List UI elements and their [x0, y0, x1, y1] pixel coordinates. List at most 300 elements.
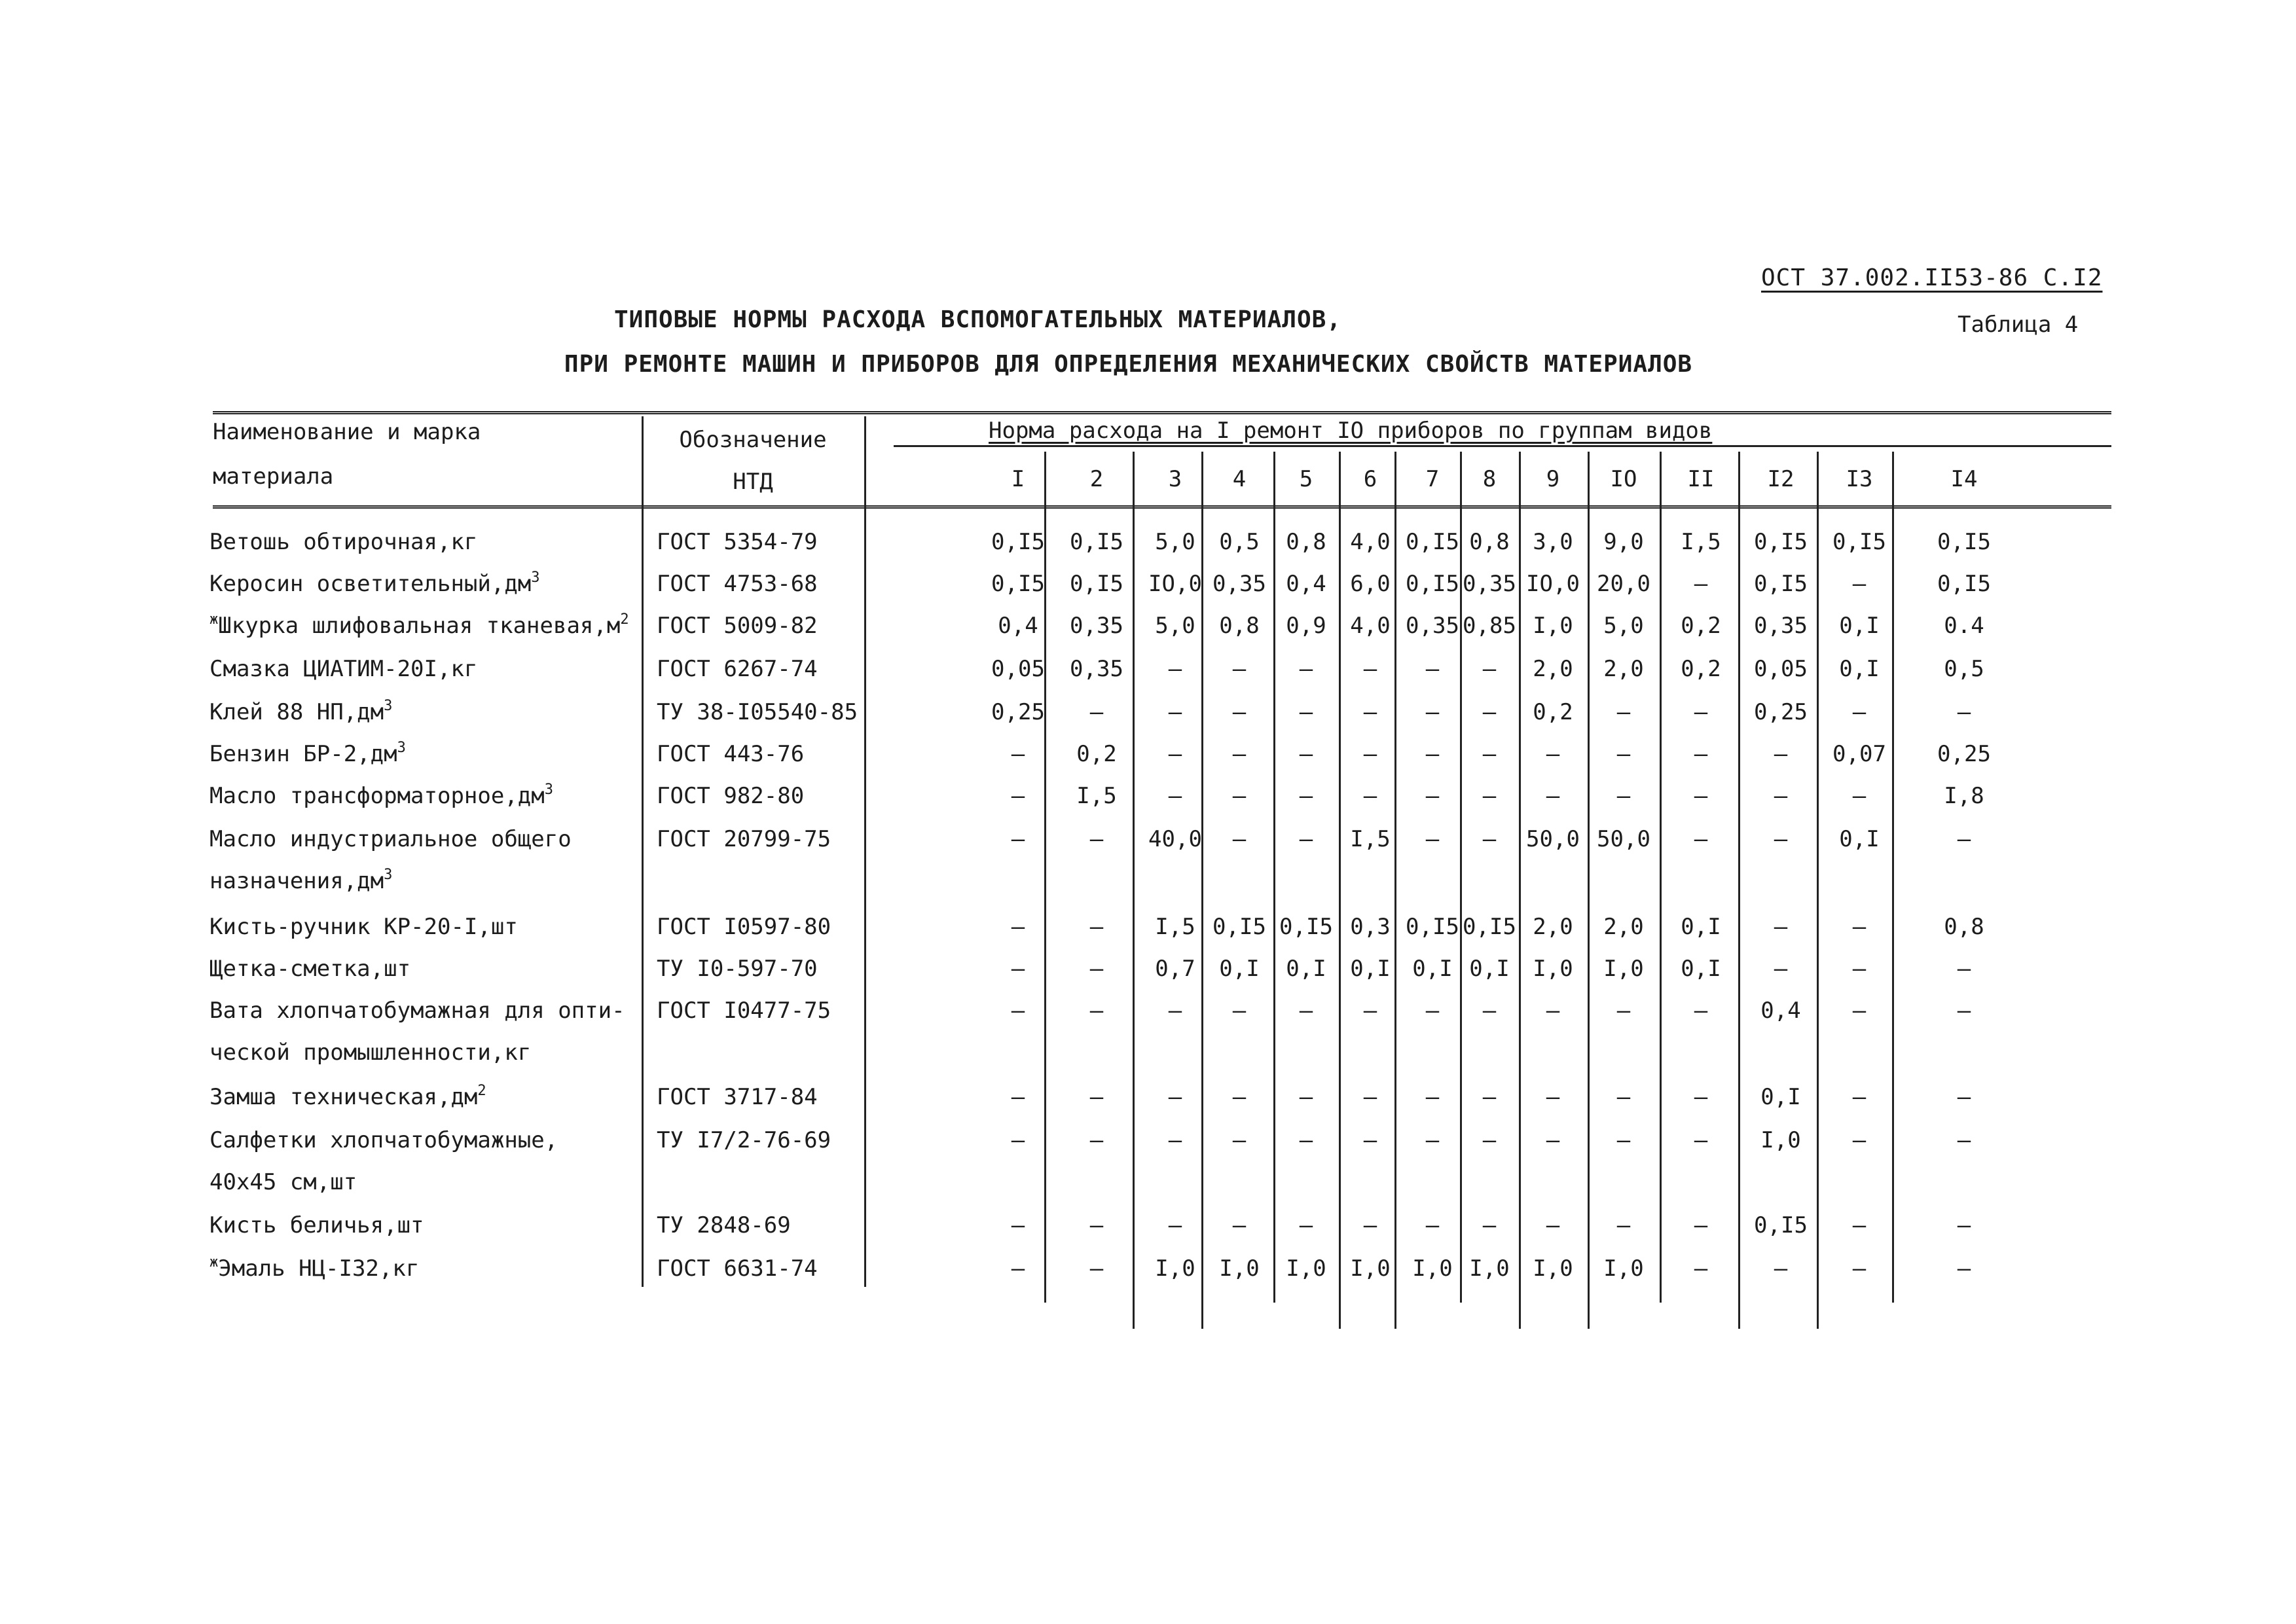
material-name-text: назначения,дм: [210, 868, 384, 894]
norm-value: –: [1363, 1127, 1377, 1153]
material-name: [210, 1255, 419, 1282]
norm-value: 2,0: [1603, 656, 1644, 682]
norm-value: 4,0: [1350, 529, 1391, 555]
material-name: [210, 529, 477, 555]
norm-value: 0,9: [1286, 613, 1326, 639]
norm-value: 6,0: [1350, 571, 1391, 597]
title-line-1: ТИПОВЫЕ НОРМЫ РАСХОДА ВСПОМОГАТЕЛЬНЫХ МАТЕРИАЛОВ,: [613, 306, 1342, 333]
norm-value: –: [1482, 699, 1497, 725]
group-divider: [1892, 452, 1894, 1303]
material-name-text: Вата хлопчатобумажная для опти-: [210, 998, 625, 1024]
ntd-designation: ТУ I7/2-76-69: [657, 1127, 831, 1153]
norm-value: –: [1694, 826, 1708, 852]
norm-value: 0,I5: [1070, 529, 1123, 555]
norm-value: –: [1011, 1127, 1025, 1153]
norm-value: –: [1482, 783, 1497, 809]
header-norm: Норма расхода на I ремонт IO приборов по группам видов: [989, 418, 1713, 444]
norm-value: –: [1774, 956, 1788, 982]
norm-value: 0,8: [1219, 613, 1260, 639]
norm-value: –: [1546, 1084, 1560, 1110]
norm-value: –: [1299, 1212, 1313, 1238]
norm-value: 3,0: [1533, 529, 1573, 555]
material-name-text: Замша техническая,дм: [210, 1084, 478, 1110]
material-name-text: 40х45 см,шт: [210, 1169, 357, 1195]
material-name-text: Эмаль НЦ-I32,кг: [218, 1255, 420, 1282]
norm-value: –: [1957, 1127, 1971, 1153]
norm-value: 0,I5: [1279, 914, 1333, 940]
norm-value: –: [1363, 741, 1377, 767]
norm-value: –: [1089, 998, 1104, 1024]
norm-value: –: [1425, 1212, 1440, 1238]
norm-value: –: [1616, 998, 1631, 1024]
norm-value: –: [1425, 1084, 1440, 1110]
group-divider: [1519, 452, 1521, 1329]
material-name-continuation: [210, 1039, 531, 1066]
norm-value: –: [1168, 699, 1182, 725]
ntd-designation: ГОСТ I0477-75: [657, 998, 831, 1024]
norm-value: –: [1232, 656, 1247, 682]
norm-value: –: [1694, 1127, 1708, 1153]
norm-value: –: [1774, 1255, 1788, 1282]
header-bottom-rule: [213, 505, 2111, 511]
group-header: 3: [1168, 466, 1182, 492]
norm-value: –: [1299, 1084, 1313, 1110]
norm-value: 0,I5: [991, 571, 1045, 597]
norm-value: 0,8: [1944, 914, 1984, 940]
norm-value: –: [1957, 1084, 1971, 1110]
material-name: [210, 699, 392, 725]
material-name: [210, 1084, 486, 1110]
ntd-designation: ГОСТ 443-76: [657, 741, 805, 767]
norm-value: 0,I: [1681, 956, 1721, 982]
norm-value: –: [1852, 914, 1867, 940]
norm-value: –: [1957, 998, 1971, 1024]
material-name: [210, 956, 410, 982]
norm-value: I,0: [1350, 1255, 1391, 1282]
norm-value: 0,2: [1533, 699, 1573, 725]
norm-value: 0,25: [991, 699, 1045, 725]
norm-value: –: [1089, 1255, 1104, 1282]
material-name: [210, 914, 518, 940]
norm-value: –: [1168, 1084, 1182, 1110]
norm-value: –: [1852, 998, 1867, 1024]
material-name-text: Смазка ЦИАТИМ-20I,кг: [210, 656, 478, 682]
norm-value: 20,0: [1597, 571, 1650, 597]
group-divider: [1273, 452, 1275, 1303]
norm-value: 0,I5: [1406, 529, 1459, 555]
norm-value: –: [1299, 1127, 1313, 1153]
norm-value: IO,0: [1148, 571, 1202, 597]
norm-value: –: [1089, 699, 1104, 725]
material-name: [210, 571, 540, 597]
norm-value: –: [1299, 741, 1313, 767]
norm-value: –: [1232, 1127, 1247, 1153]
norm-value: 0,I: [1839, 656, 1880, 682]
group-header: II: [1687, 466, 1715, 492]
group-header: 9: [1546, 466, 1560, 492]
group-divider: [1817, 452, 1819, 1329]
norm-value: –: [1774, 914, 1788, 940]
group-header: I3: [1846, 466, 1873, 492]
group-header: 7: [1425, 466, 1440, 492]
norm-value: 0,8: [1286, 529, 1326, 555]
material-name-text: Керосин осветительный,дм: [210, 571, 532, 597]
norm-value: 0,I: [1219, 956, 1260, 982]
group-header: 6: [1363, 466, 1377, 492]
norm-value: I,0: [1469, 1255, 1510, 1282]
norm-value: 0,5: [1944, 656, 1984, 682]
norm-value: –: [1011, 783, 1025, 809]
column-divider-ntd: [864, 416, 866, 1287]
group-header: I: [1011, 466, 1025, 492]
norm-value: –: [1694, 998, 1708, 1024]
norm-value: –: [1482, 741, 1497, 767]
group-divider: [1133, 452, 1135, 1329]
norm-value: –: [1363, 1212, 1377, 1238]
norm-value: –: [1168, 1212, 1182, 1238]
norm-value: –: [1232, 741, 1247, 767]
group-header: 4: [1232, 466, 1247, 492]
ntd-designation: ТУ I0-597-70: [657, 956, 818, 982]
material-name-text: ческой промышленности,кг: [210, 1039, 532, 1066]
footnote-mark: ж: [210, 1254, 219, 1271]
norm-value: 0,35: [1754, 613, 1808, 639]
material-name: [210, 998, 625, 1024]
norm-value: –: [1546, 1127, 1560, 1153]
norm-value: –: [1089, 956, 1104, 982]
norm-value: I,5: [1681, 529, 1721, 555]
norm-value: 0,7: [1155, 956, 1195, 982]
norm-value: –: [1425, 1127, 1440, 1153]
norm-value: 40,0: [1148, 826, 1202, 852]
material-name-text: Масло трансформаторное,дм: [210, 783, 545, 809]
norm-value: I,5: [1076, 783, 1117, 809]
norm-value: –: [1425, 998, 1440, 1024]
norm-value: –: [1482, 826, 1497, 852]
norm-value: –: [1694, 699, 1708, 725]
unit-exponent: 2: [620, 611, 629, 628]
norm-value: 0,4: [1760, 998, 1801, 1024]
norm-value: I,0: [1286, 1255, 1326, 1282]
norm-value: 4,0: [1350, 613, 1391, 639]
norm-value: 0,05: [1754, 656, 1808, 682]
norm-value: –: [1616, 1212, 1631, 1238]
norm-value: –: [1089, 914, 1104, 940]
norm-value: 0,I: [1286, 956, 1326, 982]
norm-value: 9,0: [1603, 529, 1644, 555]
norm-value: –: [1089, 1084, 1104, 1110]
norm-value: 0,35: [1070, 613, 1123, 639]
norm-value: 0,I5: [1212, 914, 1266, 940]
material-name: [210, 613, 629, 639]
group-header: IO: [1610, 466, 1637, 492]
norm-value: 5,0: [1155, 529, 1195, 555]
norm-value: –: [1011, 741, 1025, 767]
norm-value: I,0: [1533, 956, 1573, 982]
norm-value: –: [1616, 1084, 1631, 1110]
material-name: [210, 656, 477, 682]
group-header: I4: [1950, 466, 1978, 492]
group-divider: [1460, 452, 1462, 1303]
norm-value: 0,I: [1412, 956, 1453, 982]
norm-header-rule: [894, 445, 2111, 447]
norm-value: –: [1482, 1084, 1497, 1110]
title-line-2: ПРИ РЕМОНТЕ МАШИН И ПРИБОРОВ ДЛЯ ОПРЕДЕЛЕНИЯ МЕХАНИЧЕСКИХ СВОЙСТВ МАТЕРИАЛОВ: [564, 351, 1693, 378]
column-divider-name: [642, 416, 644, 1287]
norm-value: –: [1011, 998, 1025, 1024]
ntd-designation: ГОСТ 5354-79: [657, 529, 818, 555]
norm-value: –: [1363, 1084, 1377, 1110]
norm-value: –: [1694, 1084, 1708, 1110]
header-ntd-line-2: НТД: [733, 469, 773, 495]
norm-value: –: [1232, 1084, 1247, 1110]
norm-value: –: [1363, 699, 1377, 725]
table-label: Таблица 4: [1958, 312, 2079, 338]
footnote-mark: ж: [210, 611, 219, 628]
norm-value: –: [1363, 656, 1377, 682]
norm-value: I,8: [1944, 783, 1984, 809]
norm-value: 0,I5: [1937, 529, 1991, 555]
norm-value: –: [1089, 1212, 1104, 1238]
group-header: 8: [1482, 466, 1497, 492]
norm-value: –: [1957, 1212, 1971, 1238]
norm-value: 0,I: [1839, 826, 1880, 852]
norm-value: 0,2: [1681, 613, 1721, 639]
norm-value: 0,2: [1681, 656, 1721, 682]
group-divider: [1339, 452, 1341, 1329]
norm-value: –: [1363, 998, 1377, 1024]
material-name-text: Клей 88 НП,дм: [210, 699, 384, 725]
material-name-text: Кисть-ручник КР-20-I,шт: [210, 914, 518, 940]
norm-value: 0,35: [1070, 656, 1123, 682]
unit-exponent: 3: [397, 740, 406, 756]
norm-value: –: [1168, 656, 1182, 682]
norm-value: 2,0: [1533, 656, 1573, 682]
norm-value: 0,07: [1832, 741, 1886, 767]
norm-value: –: [1425, 783, 1440, 809]
norm-value: 0,I5: [991, 529, 1045, 555]
norm-value: –: [1299, 783, 1313, 809]
ntd-designation: ГОСТ 20799-75: [657, 826, 831, 852]
norm-value: 50,0: [1526, 826, 1580, 852]
norm-value: –: [1232, 826, 1247, 852]
norm-value: 0,I5: [1463, 914, 1516, 940]
norm-value: –: [1011, 1084, 1025, 1110]
group-divider: [1588, 452, 1590, 1329]
material-name-text: Ветошь обтирочная,кг: [210, 529, 478, 555]
norm-value: –: [1168, 783, 1182, 809]
norm-value: –: [1852, 1127, 1867, 1153]
norm-value: –: [1425, 741, 1440, 767]
norm-value: 5,0: [1603, 613, 1644, 639]
norm-value: 0,I: [1681, 914, 1721, 940]
norm-value: 0,25: [1937, 741, 1991, 767]
norm-value: 0,5: [1219, 529, 1260, 555]
material-name: [210, 1212, 424, 1238]
norm-value: –: [1011, 1212, 1025, 1238]
document-code: ОСТ 37.002.II53-86 С.I2: [1761, 264, 2103, 291]
norm-value: 0,35: [1406, 613, 1459, 639]
header-ntd-line-1: Обозначение: [679, 427, 827, 453]
group-header: I2: [1767, 466, 1795, 492]
norm-value: –: [1694, 741, 1708, 767]
unit-exponent: 3: [384, 698, 393, 714]
material-name-text: Шкурка шлифовальная тканевая,м: [218, 613, 621, 639]
norm-value: –: [1852, 956, 1867, 982]
unit-exponent: 3: [384, 867, 393, 883]
material-name-text: Щетка-сметка,шт: [210, 956, 411, 982]
norm-value: I,0: [1219, 1255, 1260, 1282]
header-name-line-2: материала: [213, 463, 334, 490]
norm-value: 2,0: [1603, 914, 1644, 940]
norm-value: 0,I5: [1754, 529, 1808, 555]
norm-value: –: [1089, 826, 1104, 852]
norm-value: –: [1852, 699, 1867, 725]
ntd-designation: ТУ 2848-69: [657, 1212, 791, 1238]
norm-value: –: [1852, 1084, 1867, 1110]
material-name-text: Кисть беличья,шт: [210, 1212, 424, 1238]
norm-value: 0,I5: [1832, 529, 1886, 555]
norm-value: 0.4: [1944, 613, 1984, 639]
norm-value: 0,I: [1469, 956, 1510, 982]
material-name: [210, 1127, 558, 1153]
norm-value: –: [1011, 826, 1025, 852]
norm-value: –: [1957, 699, 1971, 725]
norm-value: 0,35: [1212, 571, 1266, 597]
material-name-text: Масло индустриальное общего: [210, 826, 572, 852]
group-divider: [1660, 452, 1662, 1303]
norm-value: 0,25: [1754, 699, 1808, 725]
norm-value: –: [1232, 699, 1247, 725]
norm-value: –: [1546, 741, 1560, 767]
norm-value: –: [1957, 956, 1971, 982]
norm-value: 0,I5: [1406, 914, 1459, 940]
norm-value: –: [1425, 826, 1440, 852]
group-header: 2: [1089, 466, 1104, 492]
norm-value: –: [1299, 656, 1313, 682]
material-name-text: Салфетки хлопчатобумажные,: [210, 1127, 558, 1153]
material-name-continuation: [210, 868, 392, 894]
norm-value: 0,I5: [1070, 571, 1123, 597]
norm-value: –: [1011, 1255, 1025, 1282]
norm-value: 0,4: [998, 613, 1038, 639]
norm-value: –: [1694, 1255, 1708, 1282]
norm-value: –: [1299, 699, 1313, 725]
group-divider: [1394, 452, 1396, 1329]
norm-value: I,5: [1155, 914, 1195, 940]
material-name: [210, 783, 553, 809]
norm-value: –: [1482, 1127, 1497, 1153]
ntd-designation: ГОСТ 6267-74: [657, 656, 818, 682]
norm-value: I,0: [1412, 1255, 1453, 1282]
norm-value: –: [1546, 1212, 1560, 1238]
norm-value: –: [1774, 783, 1788, 809]
norm-value: 0,2: [1076, 741, 1117, 767]
norm-value: –: [1957, 1255, 1971, 1282]
norm-value: 50,0: [1597, 826, 1650, 852]
norm-value: 0,I5: [1406, 571, 1459, 597]
norm-value: I,0: [1533, 613, 1573, 639]
norm-value: –: [1089, 1127, 1104, 1153]
norm-value: –: [1546, 783, 1560, 809]
ntd-designation: ГОСТ 4753-68: [657, 571, 818, 597]
norm-value: –: [1232, 1212, 1247, 1238]
table-top-rule: [213, 411, 2111, 417]
material-name: [210, 826, 572, 852]
ntd-designation: ГОСТ 5009-82: [657, 613, 818, 639]
norm-value: 2,0: [1533, 914, 1573, 940]
norm-value: I,0: [1603, 956, 1644, 982]
norm-value: –: [1482, 1212, 1497, 1238]
norm-value: I,5: [1350, 826, 1391, 852]
header-name-line-1: Наименование и марка: [213, 419, 481, 445]
norm-value: –: [1774, 741, 1788, 767]
norm-value: I,0: [1760, 1127, 1801, 1153]
group-divider: [1738, 452, 1740, 1329]
material-name-text: Бензин БР-2,дм: [210, 741, 397, 767]
norm-value: –: [1957, 826, 1971, 852]
ntd-designation: ГОСТ 982-80: [657, 783, 805, 809]
norm-value: 0,I5: [1754, 571, 1808, 597]
norm-value: –: [1425, 656, 1440, 682]
norm-value: –: [1299, 826, 1313, 852]
norm-value: I,0: [1603, 1255, 1644, 1282]
norm-value: –: [1168, 1127, 1182, 1153]
material-name-continuation: [210, 1169, 357, 1195]
norm-value: –: [1616, 699, 1631, 725]
norm-value: 0,I: [1350, 956, 1391, 982]
norm-value: –: [1616, 741, 1631, 767]
norm-value: –: [1482, 998, 1497, 1024]
norm-value: –: [1425, 699, 1440, 725]
norm-value: –: [1232, 783, 1247, 809]
norm-value: –: [1011, 956, 1025, 982]
norm-value: 0,I: [1839, 613, 1880, 639]
norm-value: –: [1852, 571, 1867, 597]
unit-exponent: 2: [477, 1083, 486, 1099]
group-header: 5: [1299, 466, 1313, 492]
norm-value: –: [1694, 783, 1708, 809]
norm-value: –: [1694, 1212, 1708, 1238]
norm-value: –: [1299, 998, 1313, 1024]
norm-value: –: [1168, 998, 1182, 1024]
norm-value: 0,4: [1286, 571, 1326, 597]
unit-exponent: 3: [531, 569, 540, 586]
norm-value: –: [1011, 914, 1025, 940]
norm-value: –: [1482, 656, 1497, 682]
ntd-designation: ТУ 38-I05540-85: [657, 699, 858, 725]
norm-value: 0,3: [1350, 914, 1391, 940]
norm-value: 0,35: [1463, 571, 1516, 597]
norm-value: –: [1168, 741, 1182, 767]
norm-value: –: [1616, 1127, 1631, 1153]
norm-value: IO,0: [1526, 571, 1580, 597]
norm-value: –: [1852, 783, 1867, 809]
norm-value: –: [1546, 998, 1560, 1024]
norm-value: 0,I5: [1937, 571, 1991, 597]
norm-value: 0,I: [1760, 1084, 1801, 1110]
material-name: [210, 741, 406, 767]
norm-value: 0,I5: [1754, 1212, 1808, 1238]
norm-value: 0,85: [1463, 613, 1516, 639]
norm-value: –: [1232, 998, 1247, 1024]
norm-value: 5,0: [1155, 613, 1195, 639]
ntd-designation: ГОСТ 6631-74: [657, 1255, 818, 1282]
norm-value: –: [1616, 783, 1631, 809]
norm-value: –: [1363, 783, 1377, 809]
norm-value: I,0: [1533, 1255, 1573, 1282]
ntd-designation: ГОСТ I0597-80: [657, 914, 831, 940]
